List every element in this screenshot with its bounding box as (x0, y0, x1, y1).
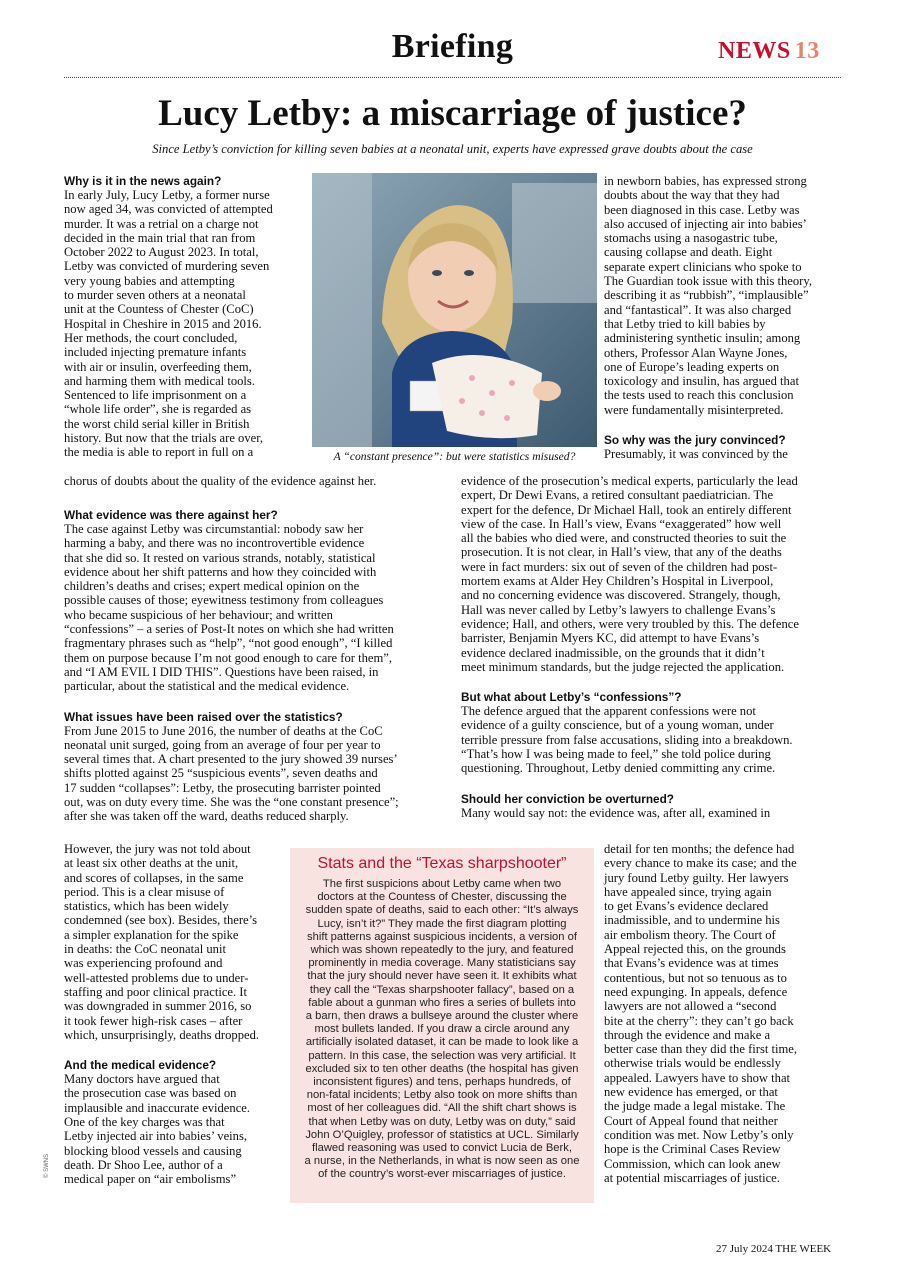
text-line: the prosecution case was based on (64, 1086, 237, 1101)
text-line: Letby was convicted of murdering seven (64, 259, 270, 274)
text-line: others, Professor Alan Wayne Jones, (604, 345, 788, 360)
text-line: they call the “Texas sharpshooter fallacy”, based on a (309, 983, 575, 996)
body-statistics (64, 724, 456, 824)
text-line: fragmentary phrases such as “help”, “not good enough”, “I killed (64, 636, 393, 651)
text-line: which was shown repeatedly to the jury, and featured (310, 944, 574, 957)
section-title: Briefing (391, 28, 514, 65)
text-line: Many doctors have argued that (64, 1072, 220, 1087)
body-jury-first-line: Presumably, it was convinced by the (604, 447, 788, 462)
text-line: jury found Letby guilty. Her lawyers (604, 870, 789, 885)
text-line: most bullets landed. If you draw a circle around any (314, 1023, 570, 1036)
text-line: need expunging. In appeals, defence (604, 984, 788, 999)
news-page-label (718, 38, 820, 65)
text-line: that Letby tried to kill babies by (604, 316, 766, 331)
text-line: evidence of the prosecution’s medical experts, particularly the lead (461, 474, 798, 488)
text-line: statistics, which has been widely (64, 899, 229, 914)
text-line: was experiencing profound and (64, 956, 223, 971)
issue-date: 27 July 2024 (716, 1243, 773, 1255)
body-statistics-continued (64, 842, 286, 1042)
text-line: fable about a gunman who fires a series of bullets into (308, 996, 576, 1009)
text-line: In early July, Lucy Letby, a former nurse (64, 188, 270, 202)
text-line: However, the jury was not told about (64, 842, 251, 856)
photo-caption: A “constant presence”: but were statistics misused? (333, 450, 576, 463)
text-line: well-attested problems due to under- (64, 970, 249, 985)
text-line: evidence; Hall, and others, were very troubled by this. The defence (461, 616, 799, 631)
text-line: Hospital in Cheshire in 2015 and 2016. (64, 316, 262, 331)
text-line: causing collapse and death. Eight (604, 245, 773, 260)
text-line: new evidence has emerged, or that (604, 1085, 778, 1100)
text-line: medical paper on “air embolisms” (64, 1172, 237, 1187)
page-number: 13 (794, 38, 820, 64)
text-line: hope is the Criminal Cases Review (604, 1142, 781, 1157)
text-line: better case than they did the first time, (604, 1042, 798, 1057)
text-line: after she was taken off the ward, deaths reduced sharply. (64, 809, 349, 824)
text-line: through the evidence and make a (604, 1027, 771, 1042)
text-line: evidence of a guilty conscience, but of a young woman, under (461, 718, 774, 733)
text-line: toxicology and insulin, has argued that (604, 374, 799, 389)
text-line: to get Evans’s evidence declared (604, 899, 769, 914)
text-line: questioning. Throughout, Letby denied committing any crime. (461, 761, 776, 776)
headline: Lucy Letby: a miscarriage of justice? (158, 93, 747, 134)
text-line: “confessions” – a series of Post-It notes on which she had written (64, 622, 394, 637)
text-line: Hall was never called by Letby’s lawyers to challenge Evans’s (461, 602, 776, 617)
text-line: doubts about the way that they had (604, 188, 780, 203)
text-line: “That’s how I was being made to feel,” she told police during (461, 747, 771, 762)
text-line: administering synthetic insulin; among (604, 331, 801, 346)
text-line: which, unsurprisingly, deaths dropped. (64, 1027, 260, 1042)
body-overturn (604, 842, 844, 1185)
text-line: several times that. A chart presented to the jury showed 39 nurses’ (64, 752, 398, 767)
publication-name: THE WEEK (775, 1243, 832, 1255)
text-line: lawyers are not allowed a “second (604, 999, 777, 1014)
text-line: condition was met. Now Letby’s only (604, 1127, 794, 1142)
box-body (302, 878, 582, 1182)
text-line: inconsistent figures) and tens, perhaps hundreds, of (313, 1076, 571, 1089)
text-line: contentious, but not so tenuous as to (604, 970, 787, 985)
text-line: separate expert clinicians who spoke to (604, 259, 802, 274)
heading-confessions: But what about Letby’s “confessions”? (461, 690, 682, 705)
text-line: and “fantastical”. It was also charged (604, 302, 792, 317)
text-line: barrister, Benjamin Myers KC, did attempt to have Evans’s (461, 631, 760, 646)
photo-illustration (312, 173, 597, 447)
text-line: staffing and poor clinical practice. It (64, 984, 248, 999)
text-line: evidence declared inadmissible, on the grounds that it didn’t (461, 645, 765, 660)
text-line: pattern. In this case, the selection was very artificial. It (308, 1049, 576, 1062)
text-line: Her methods, the court concluded, (64, 330, 238, 345)
text-line: have appealed since, trying again (604, 884, 772, 899)
body-jury (461, 474, 845, 674)
text-line: most of her colleagues did. “All the shift chart shows is (307, 1102, 577, 1115)
text-line: been diagnosed in this case. Letby was (604, 202, 800, 217)
heading-medical: And the medical evidence? (64, 1058, 217, 1073)
text-line: John O’Quigley, professor of statistics at UCL. Similarly (305, 1128, 579, 1141)
text-line: mortem exams at Alder Hey Children’s Hospital in Liverpool, (461, 574, 774, 589)
text-line: period. This is a clear misuse of (64, 884, 225, 899)
text-line: view of the case. In Hall’s view, Evans “exaggerated” how well (461, 516, 782, 531)
text-line: a simpler explanation for the spike (64, 927, 239, 942)
body-evidence (64, 522, 456, 694)
text-line: decided in the main trial that ran from (64, 230, 256, 245)
text-line: shifts plotted against 25 “suspicious events”, seven deaths and (64, 766, 378, 781)
text-line: that she did so. It rested on various strands, notably, statistical (64, 550, 376, 565)
text-line: describing it as “rubbish”, “implausible” (604, 288, 809, 303)
section-why-news (64, 174, 309, 460)
text-line: doctors at the Countess of Chester, discussing the (317, 891, 567, 904)
text-line: detail for ten months; the defence had (604, 842, 795, 856)
text-line: also accused of injecting air into babies’ (604, 216, 807, 231)
text-line: was downgraded in summer 2016, so (64, 999, 252, 1014)
text-line: were fundamentally misinterpreted. (604, 402, 784, 417)
text-line: all the babies who died were, and constructed theories to suit the (461, 531, 787, 546)
photo-lucy-letby (312, 173, 597, 447)
text-line: Appeal rejected this, on the grounds (604, 942, 786, 957)
body-confessions (461, 704, 845, 775)
text-line: at least six other deaths at the unit, (64, 856, 239, 871)
text-line: that Evans’s evidence was at times (604, 956, 779, 971)
text-line: Letby injected air into babies’ veins, (64, 1129, 248, 1144)
text-line: in newborn babies, has expressed strong (604, 174, 807, 188)
text-line: The case against Letby was circumstantial: nobody saw her (64, 522, 364, 536)
text-line: and no concerning evidence was discovered. Strangely, though, (461, 588, 781, 603)
text-line: Commission, which can look anew (604, 1156, 781, 1171)
text-line: included injecting premature infants (64, 345, 247, 360)
text-line: that the jury should never have seen it. It exhibits what (307, 970, 577, 983)
text-line: very young babies and attempting (64, 273, 235, 288)
section-jury-continued (461, 474, 845, 820)
heading-overturn: Should her conviction be overturned? (461, 791, 675, 806)
section-evidence (64, 508, 456, 824)
text-line: October 2022 to August 2023. In total, (64, 245, 259, 260)
heading-statistics: What issues have been raised over the statistics? (64, 709, 343, 724)
text-line: condemned (see box). Besides, there’s (64, 913, 258, 928)
text-line: shift patterns against suspicious incidents, a version of (307, 930, 577, 943)
text-line: excluded six to ten other deaths (the hospital has given (305, 1062, 579, 1075)
text-line: blocking blood vessels and causing (64, 1143, 242, 1158)
text-line: them on purpose because I’m not good enough to care for them”, (64, 650, 393, 665)
text-line: of the country’s worst-ever miscarriages of justice. (318, 1168, 566, 1181)
section-medical-continued (604, 174, 844, 461)
text-line: The Guardian took issue with this theory, (604, 274, 812, 289)
text-line: non-fatal incidents; Letby also took on more shifts than (306, 1089, 578, 1102)
text-line: One of the key charges was that (64, 1115, 225, 1130)
heading-why-news: Why is it in the news again? (64, 174, 222, 188)
text-line: meet minimum standards, but the judge rejected the application. (461, 659, 785, 674)
text-line: expert, Dr Dewi Evans, a retired consultant paediatrician. The (461, 488, 774, 503)
text-line: appealed. Lawyers have to show that (604, 1070, 791, 1085)
text-line: and scores of collapses, in the same (64, 870, 244, 885)
text-line: one of Europe’s leading experts on (604, 359, 780, 374)
text-line: every chance to make its case; and the (604, 856, 797, 871)
text-line: inadmissible, and to undermine his (604, 913, 780, 928)
text-line: expert for the defence, Dr Michael Hall, took an entirely different (461, 502, 792, 517)
text-line: terrible pressure from false accusations, sliding into a breakdown. (461, 732, 793, 747)
text-line: to murder seven others at a neonatal (64, 288, 246, 303)
text-line: possible causes of those; eyewitness testimony from colleagues (64, 593, 384, 608)
body-overturn-first-line: Many would say not: the evidence was, after all, examined in (461, 805, 771, 820)
text-line: Lucy, isn’t it?” They made the first diagram plotting (317, 917, 567, 930)
text-line: neonatal unit surged, going from an average of four per year to (64, 737, 381, 752)
text-line: 17 sudden “collapses”: Letby, the prosecuting barrister pointed (64, 780, 381, 795)
text-line: who became suspicious of her behaviour; and written (64, 607, 333, 622)
text-line: a nurse, in the Netherlands, in what is now seen as one (304, 1155, 580, 1168)
text-line: prominently in media coverage. Many statisticians say (308, 957, 576, 970)
section-overturn-continued (604, 842, 844, 1185)
text-line: The defence argued that the apparent confessions were not (461, 704, 756, 719)
text-line: otherwise trials would be endlessly (604, 1056, 781, 1071)
body-medical-continued (604, 174, 844, 417)
why-news-last-line: chorus of doubts about the quality of the evidence against her. (64, 474, 377, 488)
text-line: now aged 34, was convicted of attempted (64, 202, 273, 217)
text-line: out, was on duty every time. She was the “one constant presence”; (64, 795, 399, 810)
text-line: The first suspicions about Letby came when two (322, 878, 562, 890)
body-why-news (64, 188, 309, 460)
text-line: death. Dr Shoo Lee, author of a (64, 1157, 223, 1172)
text-line: the worst child serial killer in British (64, 416, 250, 431)
text-line: sudden spate of deaths, said to each other: “It’s always (305, 904, 579, 917)
text-line: the tests used to reach this conclusion (604, 388, 794, 403)
text-line: bite at the cherry”: they can’t go back (604, 1013, 794, 1028)
text-line: in deaths: the CoC neonatal unit (64, 942, 226, 957)
header-divider (64, 77, 841, 78)
text-line: with air or insulin, overfeeding them, (64, 359, 252, 374)
text-line: that when Letby was on duty, Letby was on duty,” said (308, 1115, 576, 1128)
section-statistics-continued (64, 842, 286, 1187)
photo-credit: © SWNS (44, 1153, 50, 1178)
text-line: implausible and inaccurate evidence. (64, 1100, 251, 1115)
text-line: harming a baby, and there was no incontrovertible evidence (64, 536, 365, 551)
text-line: stomachs using a nasogastric tube, (604, 231, 778, 246)
texas-sharpshooter-box (290, 848, 594, 1203)
text-line: Sentenced to life imprisonment on a (64, 388, 247, 403)
page-footer (716, 1243, 831, 1255)
text-line: Court of Appeal found that neither (604, 1113, 778, 1128)
text-line: and harming them with medical tools. (64, 373, 255, 388)
text-line: children’s deaths and crises; expert medical opinion on the (64, 579, 360, 594)
text-line: evidence about her shift patterns and how they coincided with (64, 564, 377, 579)
text-line: were in fact murders: six out of seven of the children had post- (461, 559, 778, 574)
text-line: prosecution. It is not clear, in Hall’s view, that any of the deaths (461, 545, 782, 560)
standfirst: Since Letby’s conviction for killing seven babies at a neonatal unit, experts have expressed grave doubts about the case (152, 142, 753, 156)
text-line: particular, about the statistical and the medical evidence. (64, 679, 350, 694)
heading-evidence: What evidence was there against her? (64, 508, 278, 522)
news-label-text: NEWS (718, 38, 791, 64)
text-line: murder. It was a retrial on a charge not (64, 216, 259, 231)
body-medical (64, 1072, 286, 1186)
text-line: it took fewer high-risk cases – after (64, 1013, 243, 1028)
box-title: Stats and the “Texas sharpshooter” (317, 855, 567, 872)
heading-jury: So why was the jury convinced? (604, 433, 786, 448)
text-line: air embolism theory. The Court of (604, 927, 776, 942)
text-line: unit at the Countess of Chester (CoC) (64, 302, 254, 317)
text-line: at potential miscarriages of justice. (604, 1170, 780, 1185)
text-line: and “I AM EVIL I DID THIS”. Questions have been raised, in (64, 664, 379, 679)
text-line: a barn, then draws a bullseye around the cluster where (305, 1010, 579, 1023)
text-line: artificially isolated dataset, it can be made to look like a (305, 1036, 579, 1049)
text-line: the media is able to report in full on a (64, 445, 254, 460)
text-line: From June 2015 to June 2016, the number of deaths at the CoC (64, 723, 383, 738)
text-line: the judge made a legal mistake. The (604, 1099, 786, 1114)
text-line: flawed reasoning was used to convict Lucia de Berk, (312, 1142, 572, 1155)
text-line: history. But now that the trials are over, (64, 431, 264, 446)
text-line: “whole life order”, she is regarded as (64, 402, 252, 417)
